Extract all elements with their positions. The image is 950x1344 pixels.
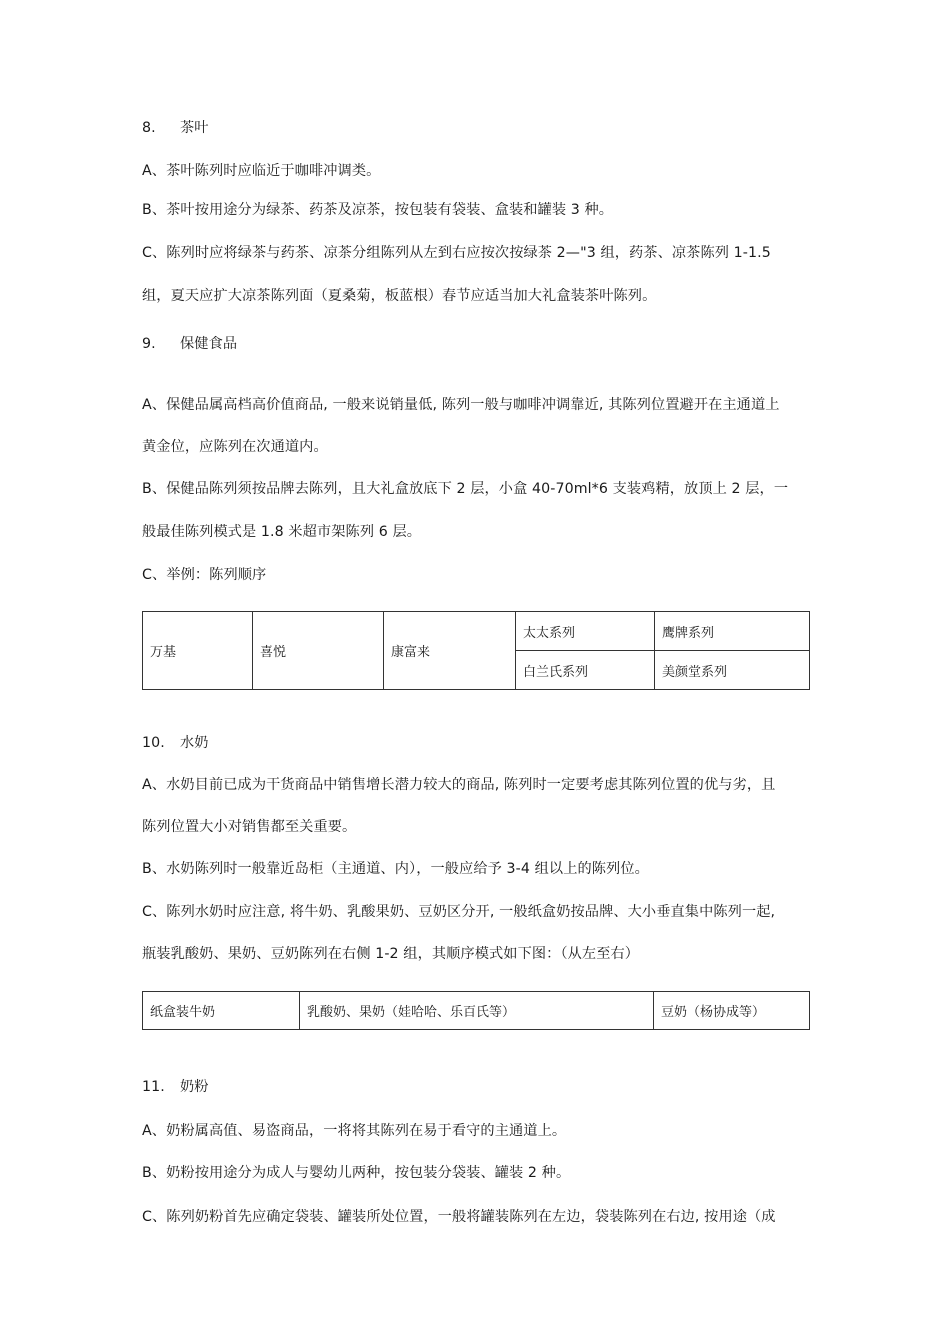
paragraph: B、茶叶按用途分为绿茶、药茶及凉茶，按包装有袋装、盒装和罐装 3 种。 bbox=[142, 202, 614, 218]
section-number: 9. bbox=[142, 336, 156, 352]
section-10-heading bbox=[142, 733, 808, 753]
section-number: 11. bbox=[142, 1079, 165, 1095]
section-title: 奶粉 bbox=[180, 1079, 209, 1095]
paragraph: C、陈列奶粉首先应确定袋装、罐装所处位置，一般将罐装陈列在左边，袋装陈列在右边, 按用途（成 bbox=[142, 1209, 776, 1225]
table-cell: 美颜堂系列 bbox=[655, 651, 810, 690]
table-cell: 乳酸奶、果奶（娃哈哈、乐百氏等） bbox=[300, 992, 654, 1030]
paragraph-continuation: 般最佳陈列模式是 1.8 米超市架陈列 6 层。 bbox=[142, 524, 422, 540]
paragraph: A、水奶目前已成为干货商品中销售增长潜力较大的商品, 陈列时一定要考虑其陈列位置的优与劣，且 bbox=[142, 777, 776, 793]
dairy-order-table bbox=[142, 991, 810, 1030]
table-cell: 喜悦 bbox=[253, 612, 384, 690]
paragraph: A、保健品属高档高价值商品, 一般来说销量低, 陈列一般与咖啡冲调靠近, 其陈列位置避开在主通道上 bbox=[142, 397, 780, 413]
paragraph: A、奶粉属高值、易盗商品，一将将其陈列在易于看守的主通道上。 bbox=[142, 1123, 567, 1139]
paragraph-continuation: 陈列位置大小对销售都至关重要。 bbox=[142, 819, 357, 835]
table-cell: 万基 bbox=[143, 612, 253, 690]
table-cell: 白兰氏系列 bbox=[516, 651, 655, 690]
paragraph: C、举例：陈列顺序 bbox=[142, 567, 267, 583]
section-number: 10. bbox=[142, 735, 165, 751]
paragraph: B、奶粉按用途分为成人与婴幼儿两种，按包装分袋装、罐装 2 种。 bbox=[142, 1165, 571, 1181]
table-cell: 鹰牌系列 bbox=[655, 612, 810, 651]
paragraph-continuation: 黄金位，应陈列在次通道内。 bbox=[142, 439, 328, 455]
table-cell: 太太系列 bbox=[516, 612, 655, 651]
table-cell: 康富来 bbox=[384, 612, 516, 690]
paragraph-continuation: 瓶装乳酸奶、果奶、豆奶陈列在右侧 1-2 组，其顺序模式如下图：（从左至右） bbox=[142, 946, 640, 962]
section-8-heading bbox=[142, 118, 808, 138]
paragraph-continuation: 组，夏天应扩大凉茶陈列面（夏桑菊，板蓝根）春节应适当加大礼盒装茶叶陈列。 bbox=[142, 288, 657, 304]
paragraph: B、水奶陈列时一般靠近岛柜（主通道、内），一般应给予 3-4 组以上的陈列位。 bbox=[142, 861, 649, 877]
paragraph: C、陈列时应将绿茶与药茶、凉茶分组陈列从左到右应按次按绿茶 2—"3 组，药茶、凉茶陈列 1-1.5 bbox=[142, 245, 771, 261]
section-number: 8. bbox=[142, 120, 156, 136]
paragraph: A、茶叶陈列时应临近于咖啡冲调类。 bbox=[142, 163, 381, 179]
health-food-order-table bbox=[142, 611, 810, 690]
paragraph: B、保健品陈列须按品牌去陈列，且大礼盒放底下 2 层，小盒 40-70ml*6 支装鸡精，放顶上 2 层，一 bbox=[142, 481, 789, 497]
table-cell: 豆奶（杨协成等） bbox=[654, 992, 810, 1030]
section-11-heading bbox=[142, 1077, 808, 1097]
paragraph: C、陈列水奶时应注意, 将牛奶、乳酸果奶、豆奶区分开, 一般纸盒奶按品牌、大小垂直集中陈列一起, bbox=[142, 904, 776, 920]
section-title: 水奶 bbox=[180, 735, 209, 751]
section-title: 茶叶 bbox=[180, 120, 209, 136]
section-title: 保健食品 bbox=[180, 336, 238, 352]
section-9-heading bbox=[142, 334, 808, 354]
table-cell: 纸盒装牛奶 bbox=[143, 992, 300, 1030]
